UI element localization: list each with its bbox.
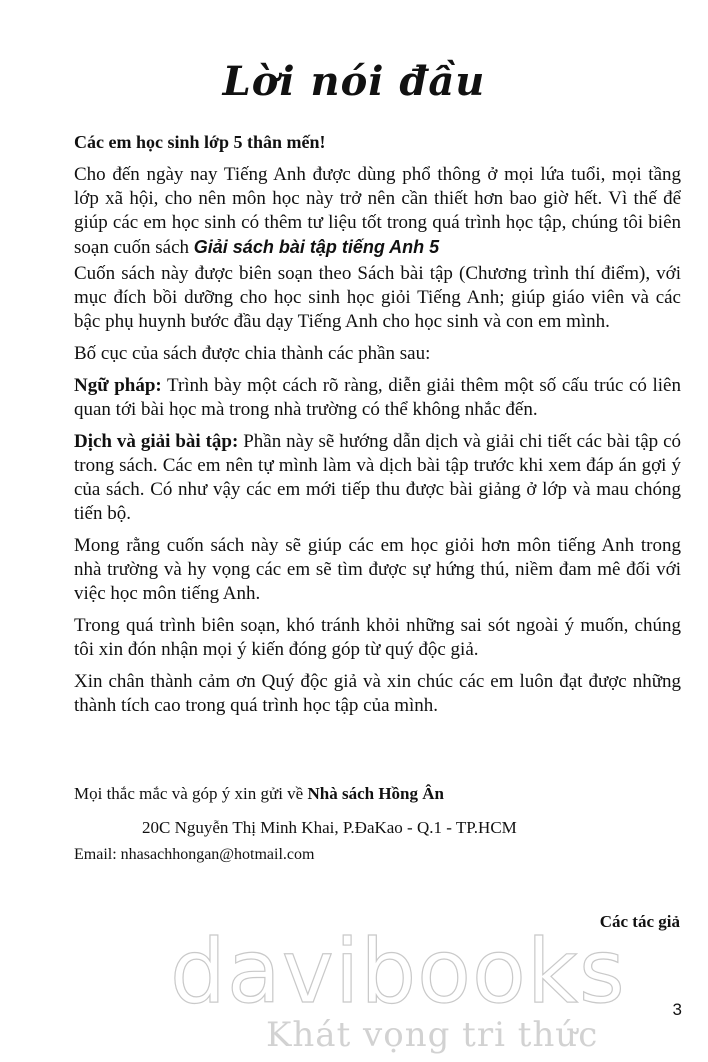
exercises-label: Dịch và giải bài tập: (74, 431, 239, 452)
exercises-text: Phần này sẽ hướng dẫn dịch và giải chi tiết các bài tập có trong sách. Các em nên tự mình làm và dịch bài tập trước khi xem đáp án gợi ý của sách. Có như vậy các em mới tiếp thu được bài giảng ở lớp và mau chóng tiến bộ. (74, 431, 682, 524)
grammar-text: Trình bày một cách rõ ràng, diễn giải thêm một số cấu trúc có liên quan tới bài học mà trong nhà trường có thể không nhắc đến. (74, 375, 681, 420)
watermark-slogan: Khát vọng tri thức (266, 1015, 599, 1055)
intro-text: Cho đến ngày nay Tiếng Anh được dùng phổ thông ở mọi lứa tuổi, mọi tầng lớp xã hội, cho nên môn học này trở nên cần thiết hơn bao giờ hết. Vì thế để giúp các em học sinh có thêm tư liệu tốt trong quá trình học tập, chúng tôi biên soạn cuốn sách (74, 164, 681, 258)
contact-line (74, 784, 444, 804)
grammar-label: Ngữ pháp: (74, 375, 162, 396)
paragraph-thanks: Xin chân thành cảm ơn Quý độc giả và xin chúc các em luôn đạt được những thành tích cao trong quá trình học tập của mình. (74, 671, 681, 716)
publisher-address: 20C Nguyễn Thị Minh Khai, P.ĐaKao - Q.1 - TP.HCM (142, 818, 517, 837)
salutation: Các em học sinh lớp 5 thân mến! (74, 132, 326, 152)
contact-text: Mọi thắc mắc và góp ý xin gửi về (74, 784, 304, 803)
authors-signature: Các tác giả (599, 912, 680, 931)
book-title: Giải sách bài tập tiếng Anh 5 (193, 237, 440, 257)
paragraph-apology: Trong quá trình biên soạn, khó tránh khỏi những sai sót ngoài ý muốn, chúng tôi xin đón nhận mọi ý kiến đóng góp từ quý độc giả. (74, 615, 681, 660)
publisher-name: Nhà sách Hồng Ân (307, 784, 444, 803)
page-number: 3 (672, 1000, 682, 1019)
paragraph-exercises (74, 430, 681, 526)
paragraph-hope: Mong rằng cuốn sách này sẽ giúp các em học giỏi hơn môn tiếng Anh trong nhà trường và hy vọng các em sẽ tìm được sự hứng thú, niềm đam mê đối với việc học môn tiếng Anh. (74, 535, 681, 604)
paragraph-purpose: Cuốn sách này được biên soạn theo Sách bài tập (Chương trình thí điểm), với mục đích bồi dưỡng cho học sinh học giỏi Tiếng Anh; giúp giáo viên và các bậc phụ huynh bước đầu dạy Tiếng Anh cho học sinh và con em mình. (74, 263, 681, 332)
paragraph-intro (74, 163, 681, 260)
page-title: Lời nói đầu (222, 58, 486, 105)
watermark-brand: davibooks (170, 920, 626, 1023)
paragraph-structure: Bố cục của sách được chia thành các phần sau: (74, 343, 431, 364)
preface-body (74, 163, 681, 718)
paragraph-grammar (74, 374, 681, 422)
email-line: Email: nhasachhongan@hotmail.com (74, 846, 315, 863)
